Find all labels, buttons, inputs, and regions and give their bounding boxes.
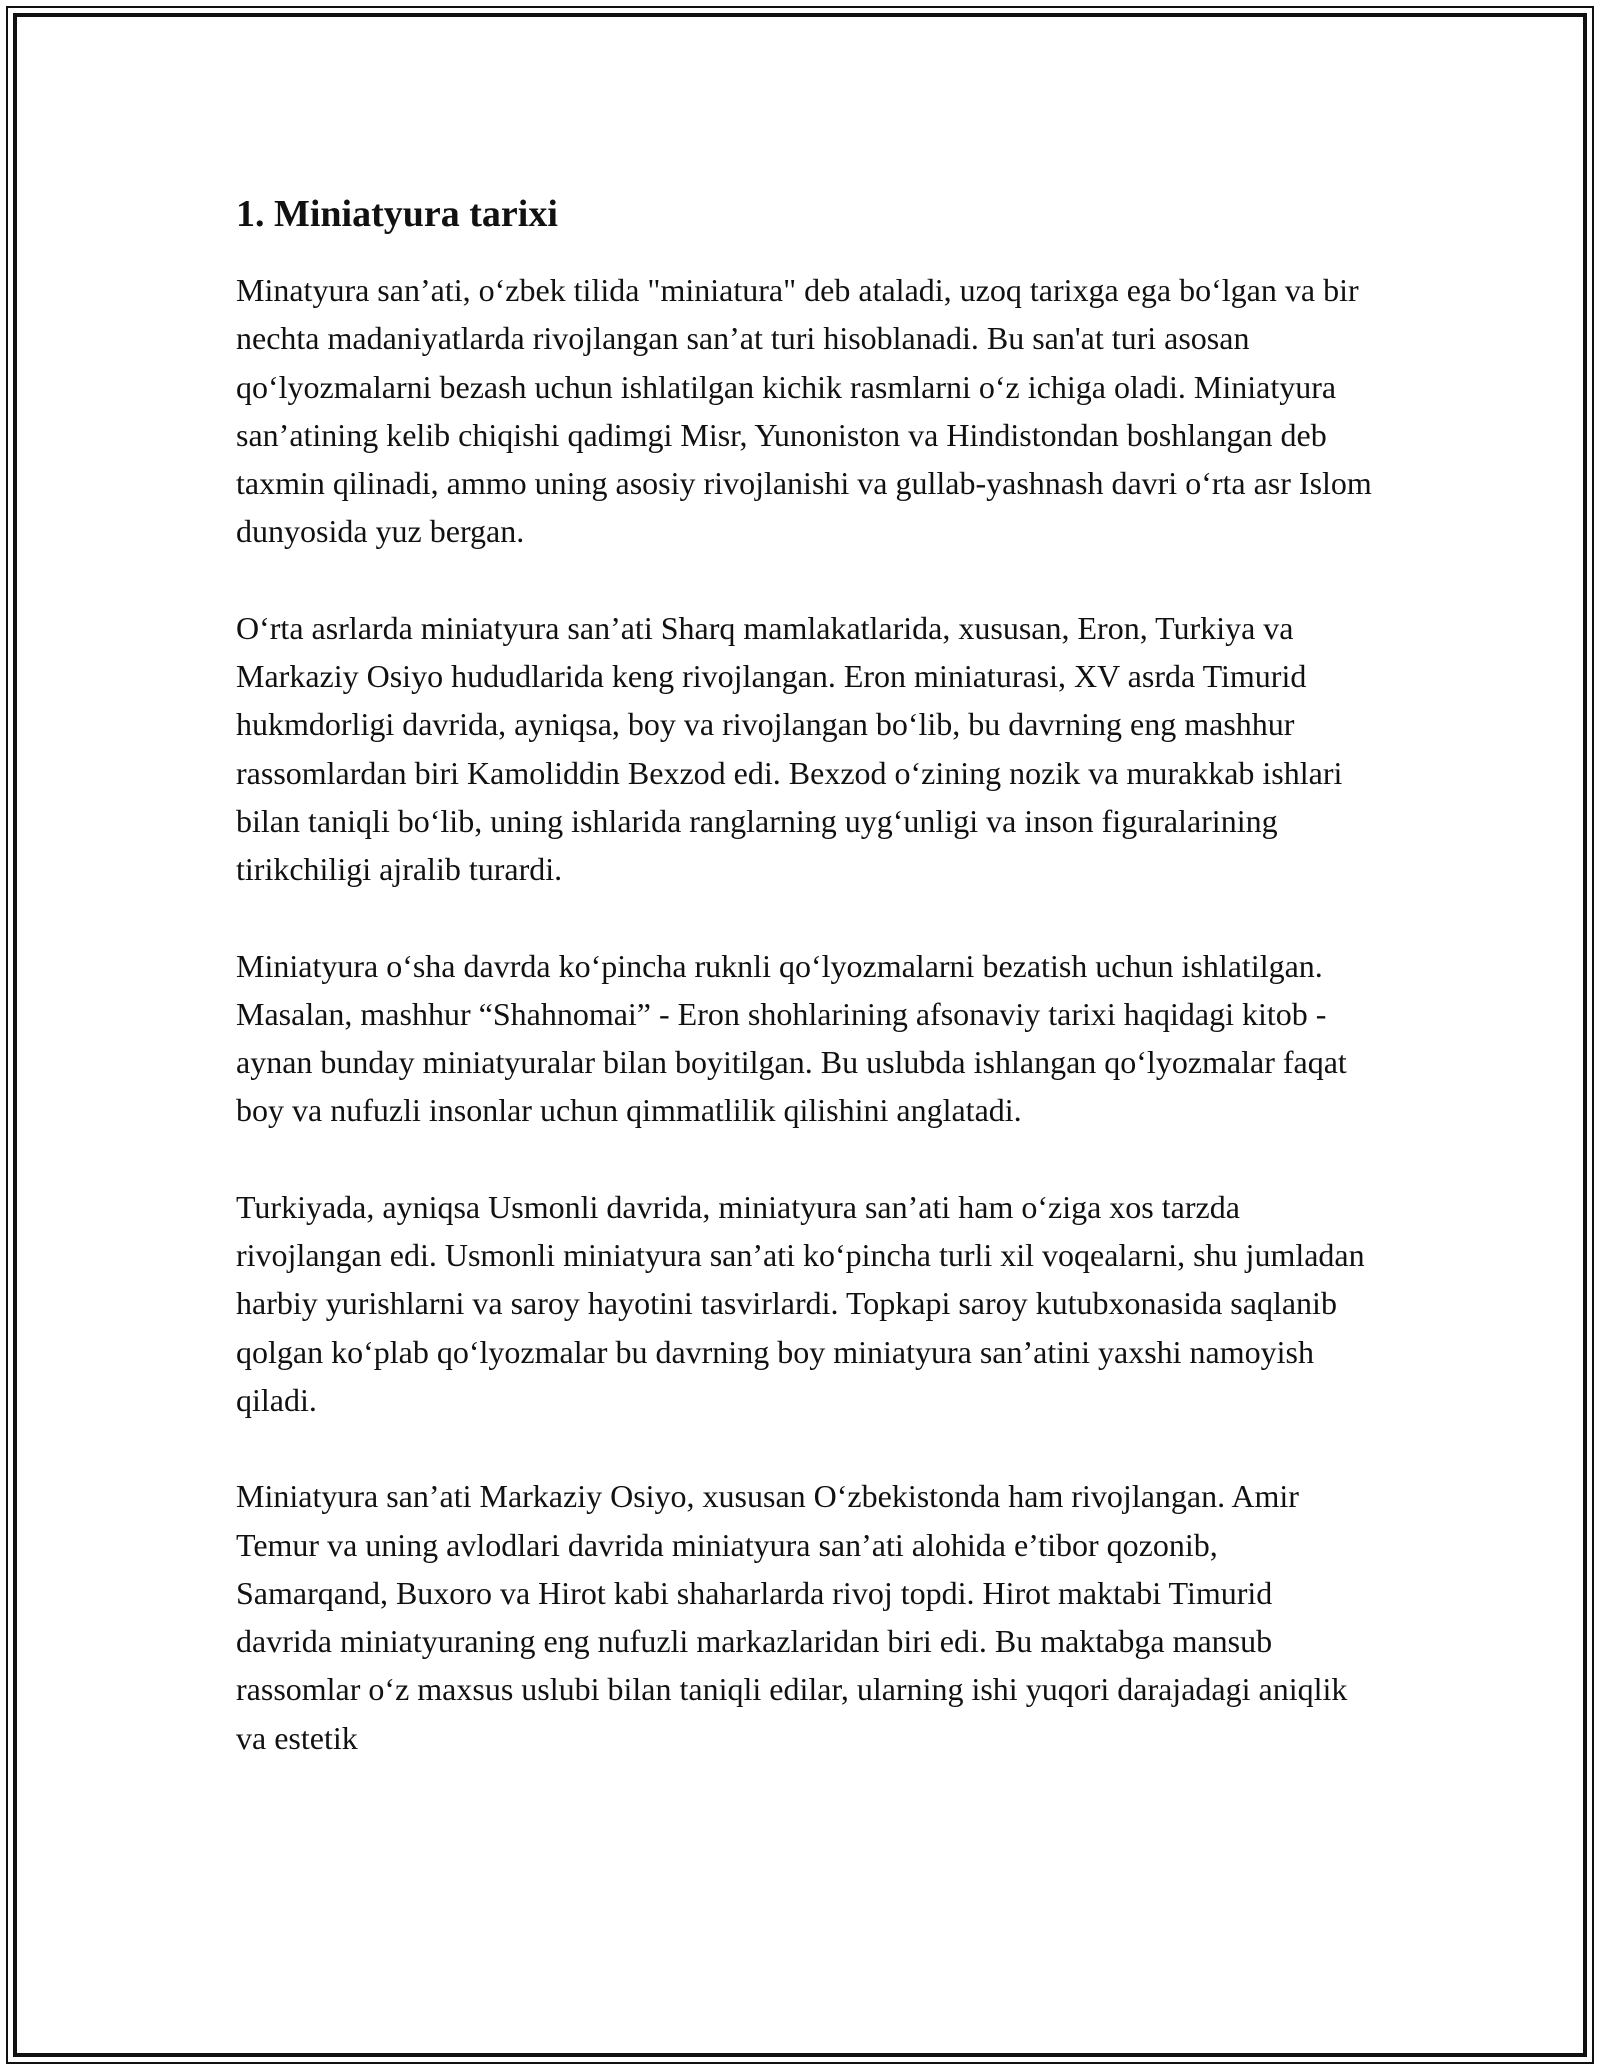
section-title: 1. Miniatyura tarixi	[236, 193, 558, 235]
paragraph: Minatyura san’ati, o‘zbek tilida "miniatura" deb ataladi, uzoq tarixga ega bo‘lgan va bir nechta madaniyatlarda rivojlangan san’at turi hisoblanadi. Bu san'at turi asosan qo‘lyozmalarni bezash uchun ishlatilgan kichik rasmlarni o‘z ichiga oladi. Miniatyura san’atining kelib chiqishi qadimgi Misr, Yunoniston va Hindistondan boshlangan deb taxmin qilinadi, ammo uning asosiy rivojlanishi va gullab-yashnash davri o‘rta asr Islom dunyosida yuz bergan.	[236, 272, 1372, 550]
paragraph: Miniatyura o‘sha davrda ko‘pincha ruknli qo‘lyozmalarni bezatish uchun ishlatilgan. Masalan, mashhur “Shahnomai” - Eron shohlarining afsonaviy tarixi haqidagi kitob - aynan bunday miniatyuralar bilan boyitilgan. Bu uslubda ishlangan qo‘lyozmalar faqat boy va nufuzli insonlar uchun qimmatlilik qilishini anglatadi.	[236, 947, 1347, 1129]
paragraph: O‘rta asrlarda miniatyura san’ati Sharq mamlakatlarida, xususan, Eron, Turkiya va Markaziy Osiyo hududlarida keng rivojlangan. Eron miniaturasi, XV asrda Timurid hukmdorligi davrida, ayniqsa, boy va rivojlangan bo‘lib, bu davrning eng mashhur rassomlardan biri Kamoliddin Bexzod edi. Bexzod o‘zining nozik va murakkab ishlari bilan taniqli bo‘lib, uning ishlarida ranglarning uyg‘unligi va inson figuralarining tirikchiligi ajralib turardi.	[236, 609, 1343, 888]
paragraph: Turkiyada, ayniqsa Usmonli davrida, miniatyura san’ati ham o‘ziga xos tarzda rivojlangan edi. Usmonli miniatyura san’ati ko‘pincha turli xil voqealarni, shu jumladan harbiy yurishlarni va saroy hayotini tasvirlardi. Topkapi saroy kutubxonasida saqlanib qolgan ko‘plab qo‘lyozmalar bu davrning boy miniatyura san’atini yaxshi namoyish qiladi.	[236, 1188, 1365, 1418]
paragraph: Miniatyura san’ati Markaziy Osiyo, xususan O‘zbekistonda ham rivojlangan. Amir Temur va uning avlodlari davrida miniatyura san’ati alohida e’tibor qozonib, Samarqand, Buxoro va Hirot kabi shaharlarda rivoj topdi. Hirot maktabi Timurid davrida miniatyuraning eng nufuzli markazlaridan biri edi. Bu maktabga mansub rassomlar o‘z maxsus uslubi bilan taniqli edilar, ularning ishi yuqori darajadagi aniqlik va estetik	[236, 1478, 1348, 1756]
document-body	[236, 186, 1376, 1762]
